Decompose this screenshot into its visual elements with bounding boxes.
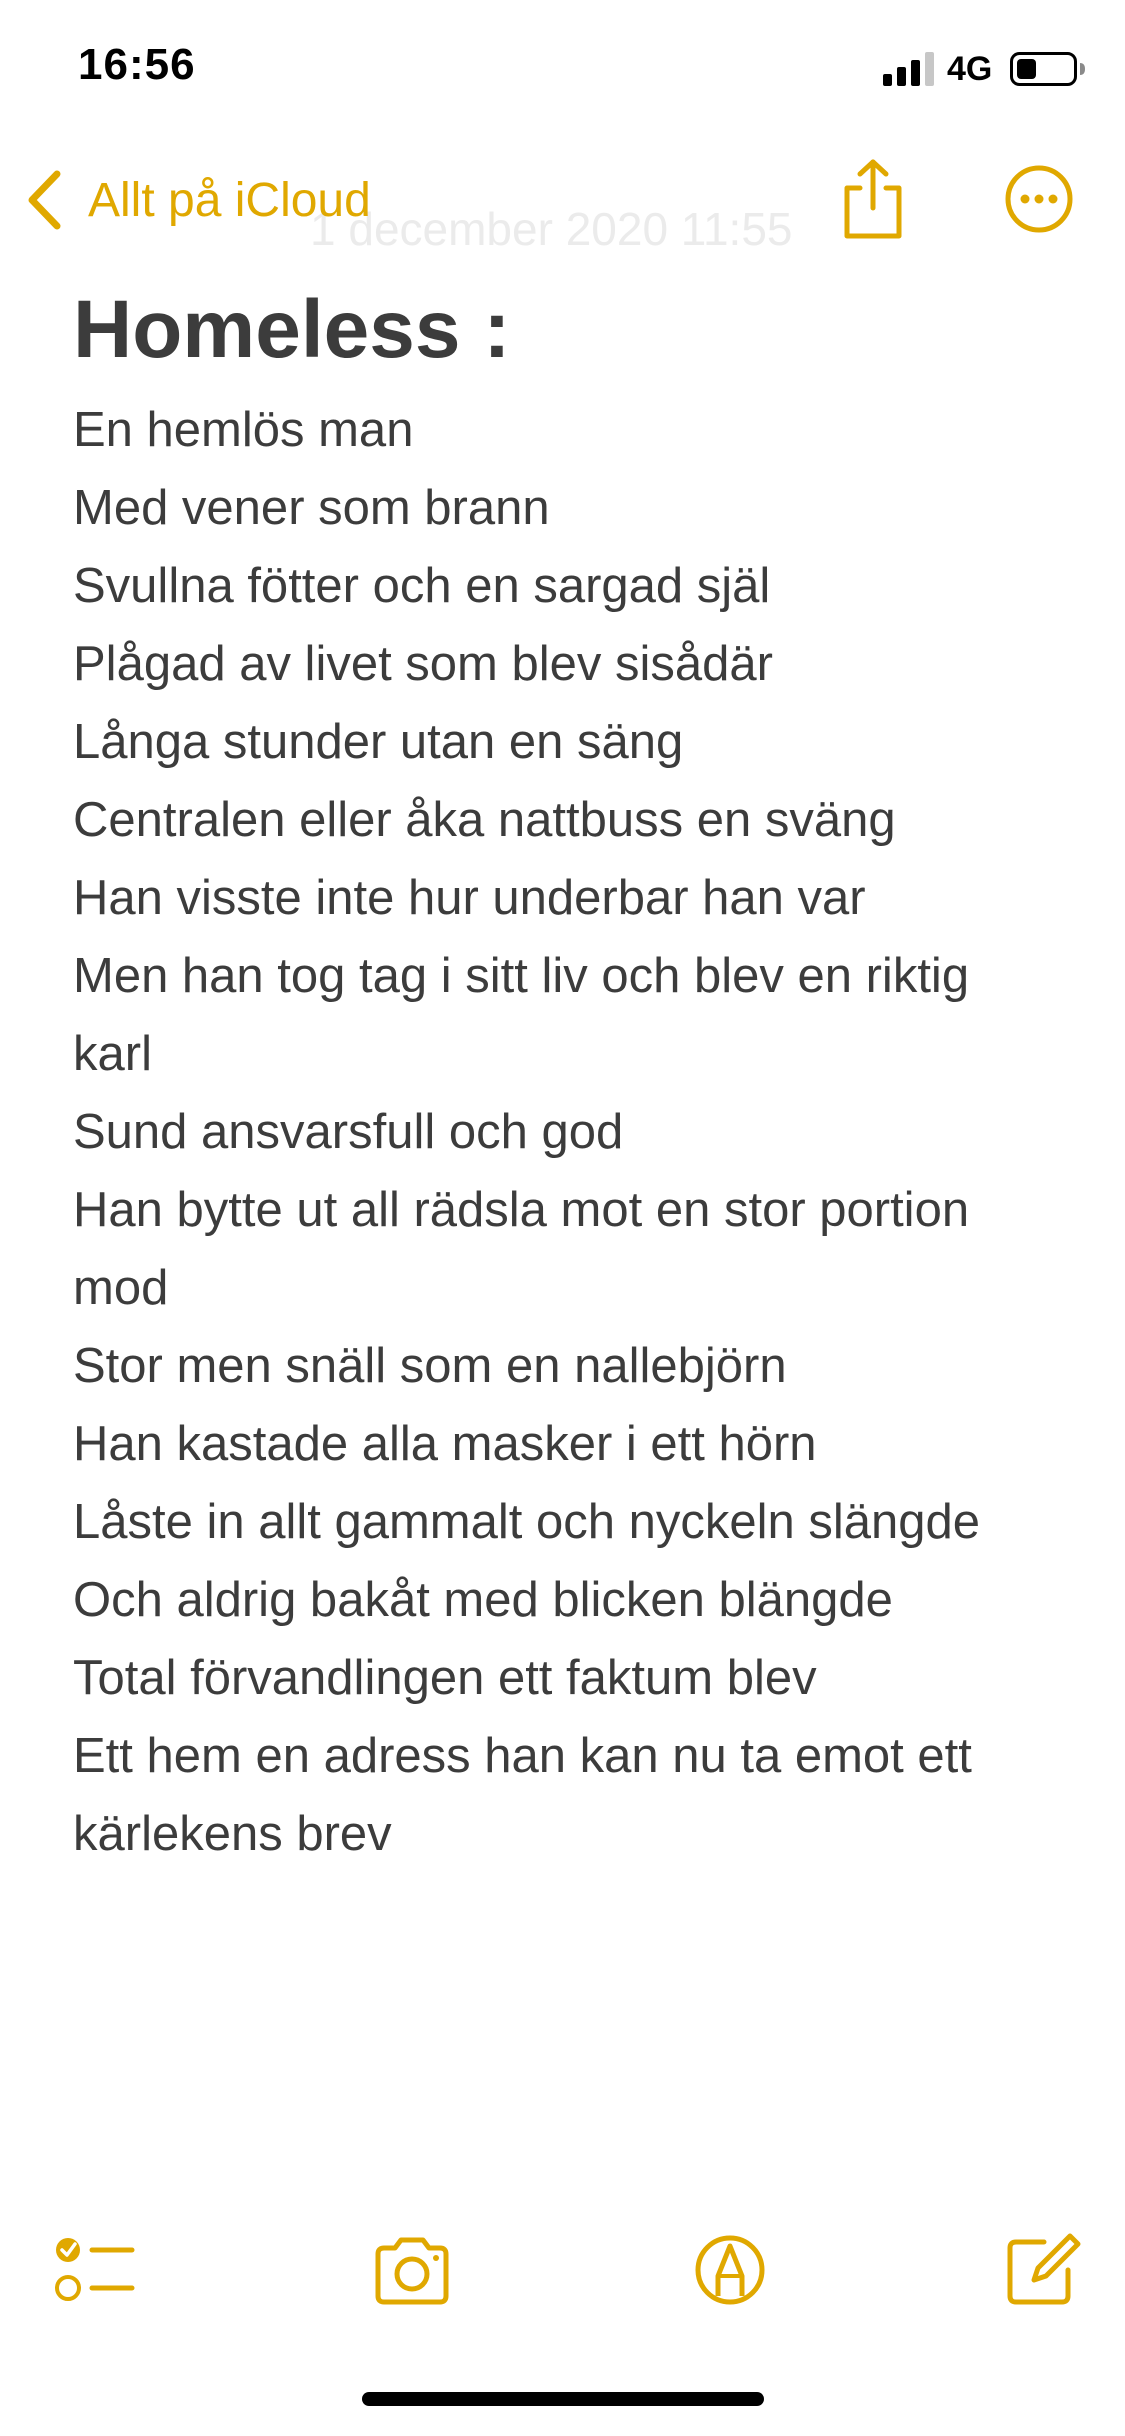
note-body[interactable] — [73, 275, 1073, 1873]
note-lines — [73, 391, 1073, 1873]
checklist-icon[interactable] — [52, 2232, 136, 2308]
battery-icon — [1010, 52, 1086, 86]
note-line: Långa stunder utan en säng — [73, 715, 684, 769]
note-line: En hemlös man — [73, 403, 414, 457]
home-indicator[interactable] — [362, 2392, 764, 2406]
note-line: Men han tog tag i sitt liv och blev en riktig — [73, 949, 970, 1003]
note-line: Och aldrig bakåt med blicken blängde — [73, 1573, 893, 1627]
note-date: 1 december 2020 11:55 — [310, 203, 793, 255]
note-line: Han kastade alla masker i ett hörn — [73, 1417, 817, 1471]
compose-icon[interactable] — [1000, 2232, 1084, 2308]
ellipsis-circle-icon[interactable] — [1004, 164, 1074, 234]
bottom-toolbar — [0, 2220, 1125, 2320]
status-time: 16:56 — [78, 40, 196, 89]
cellular-signal-icon — [883, 52, 935, 86]
note-line: Han bytte ut all rädsla mot en stor portion — [73, 1183, 970, 1237]
note-line: kärlekens brev — [73, 1807, 392, 1861]
note-line: Låste in allt gammalt och nyckeln slängde — [73, 1495, 981, 1549]
note-line: Stor men snäll som en nallebjörn — [73, 1339, 787, 1393]
battery-level — [1017, 59, 1036, 79]
note-line: Med vener som brann — [73, 481, 550, 535]
note-line: Centralen eller åka nattbuss en sväng — [73, 793, 896, 847]
network-type: 4G — [947, 50, 993, 88]
back-button[interactable] — [24, 164, 371, 236]
back-label: Allt på iCloud — [88, 173, 371, 227]
share-icon[interactable] — [838, 158, 908, 240]
nav-bar — [0, 150, 1125, 255]
note-line: mod — [73, 1261, 169, 1315]
note-line: Han visste inte hur underbar han var — [73, 871, 866, 925]
camera-icon[interactable] — [370, 2232, 454, 2308]
note-line: Svullna fötter och en sargad själ — [73, 559, 771, 613]
note-line: karl — [73, 1027, 152, 1081]
chevron-left-icon — [24, 168, 64, 232]
note-line: Plågad av livet som blev sisådär — [73, 637, 773, 691]
note-line: Ett hem en adress han kan nu ta emot ett — [73, 1729, 972, 1783]
note-line: Sund ansvarsfull och god — [73, 1105, 624, 1159]
status-bar — [0, 0, 1125, 132]
note-title: Homeless : — [73, 284, 511, 375]
markup-icon[interactable] — [688, 2232, 772, 2308]
note-line: Total förvandlingen ett faktum blev — [73, 1651, 817, 1705]
